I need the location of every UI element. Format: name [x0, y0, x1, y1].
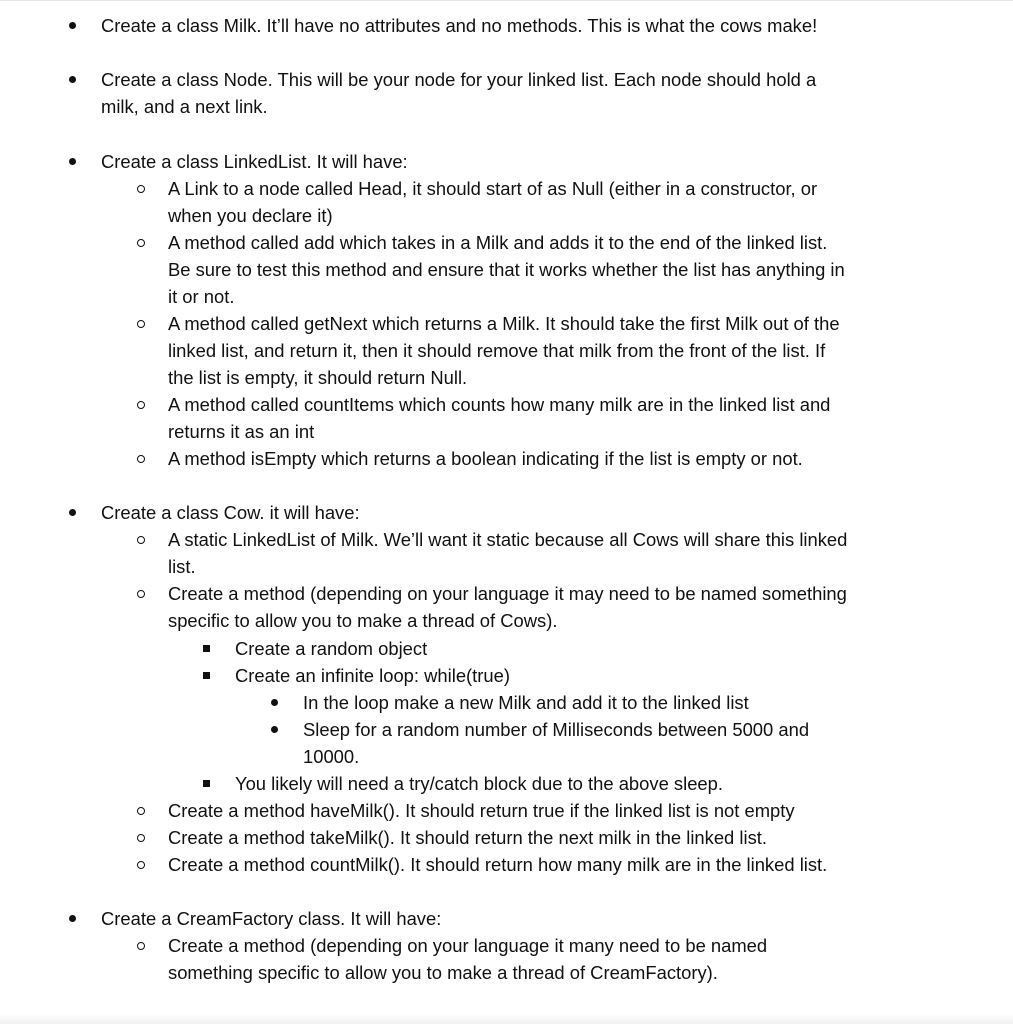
- bullet-circle: [137, 807, 145, 815]
- linkedlist-item-getnext-line-1: A method called getNext which returns a Milk. It should take the first Milk out of the: [168, 313, 840, 334]
- cow-subitem-infinite-loop: Create an infinite loop: while(true): [235, 665, 510, 686]
- bullet-square: [203, 645, 210, 652]
- bullet-circle: [137, 536, 145, 544]
- bullet-circle: [137, 320, 145, 328]
- linkedlist-item-getnext-line-2: linked list, and return it, then it should remove that milk from the front of the list. If: [168, 340, 826, 361]
- bullet-circle: [137, 861, 145, 869]
- linkedlist-item-add-line-1: A method called add which takes in a Milk and adds it to the end of the linked list.: [168, 232, 828, 253]
- bullet-disc: [69, 76, 76, 83]
- bullet-circle: [137, 239, 145, 247]
- section-linkedlist-line-1: Create a class LinkedList. It will have:: [101, 151, 408, 172]
- cow-item-static-list-line-1: A static LinkedList of Milk. We’ll want it static because all Cows will share this linked: [168, 529, 848, 550]
- creamfactory-item-thread-method-line-2: something specific to allow you to make a thread of CreamFactory).: [168, 962, 718, 983]
- cow-item-havemilk: Create a method haveMilk(). It should return true if the linked list is not empty: [168, 800, 795, 821]
- section-node-line-2: milk, and a next link.: [101, 96, 268, 117]
- bullet-disc: [271, 726, 278, 733]
- linkedlist-item-countitems-line-2: returns it as an int: [168, 421, 315, 442]
- linkedlist-item-add-line-3: it or not.: [168, 286, 235, 307]
- bullet-circle: [137, 455, 145, 463]
- linkedlist-item-add-line-2: Be sure to test this method and ensure that it works whether the list has anything in: [168, 259, 845, 280]
- cow-item-static-list-line-2: list.: [168, 556, 196, 577]
- linkedlist-item-getnext-line-3: the list is empty, it should return Null.: [168, 367, 468, 388]
- bullet-circle: [137, 834, 145, 842]
- bullet-disc: [69, 509, 76, 516]
- bullet-disc: [69, 915, 76, 922]
- bullet-disc: [69, 158, 76, 165]
- cow-item-takemilk: Create a method takeMilk(). It should return the next milk in the linked list.: [168, 827, 767, 848]
- bullet-circle: [137, 185, 145, 193]
- cow-item-countmilk: Create a method countMilk(). It should return how many milk are in the linked list.: [168, 854, 828, 875]
- bullet-disc: [271, 699, 278, 706]
- linkedlist-item-countitems-line-1: A method called countItems which counts how many milk are in the linked list and: [168, 394, 831, 415]
- section-cow-line-1: Create a class Cow. it will have:: [101, 502, 360, 523]
- bullet-circle: [137, 590, 145, 598]
- cow-subitem-random-object: Create a random object: [235, 638, 428, 659]
- linkedlist-item-isempty-line-1: A method isEmpty which returns a boolean indicating if the list is empty or not.: [168, 448, 803, 469]
- cow-subsubitem-new-milk: In the loop make a new Milk and add it to the linked list: [303, 692, 749, 713]
- cow-item-thread-method-line-1: Create a method (depending on your language it may need to be named something: [168, 583, 847, 604]
- cow-subsubitem-sleep-line-1: Sleep for a random number of Milliseconds between 5000 and: [303, 719, 810, 740]
- bullet-square: [203, 780, 210, 787]
- cow-item-thread-method-line-2: specific to allow you to make a thread of Cows).: [168, 610, 558, 631]
- bullet-disc: [69, 22, 76, 29]
- cow-subitem-try-catch: You likely will need a try/catch block due to the above sleep.: [235, 773, 723, 794]
- creamfactory-item-thread-method-line-1: Create a method (depending on your language it many need to be named: [168, 935, 768, 956]
- bullet-circle: [137, 942, 145, 950]
- bullet-circle: [137, 401, 145, 409]
- linkedlist-item-head-line-1: A Link to a node called Head, it should start of as Null (either in a constructor, or: [168, 178, 818, 199]
- section-milk-line-1: Create a class Milk. It’ll have no attributes and no methods. This is what the cows make!: [101, 15, 818, 36]
- bullet-square: [203, 672, 210, 679]
- bottom-edge-shadow: [0, 1014, 1013, 1024]
- section-node-line-1: Create a class Node. This will be your node for your linked list. Each node should hold a: [101, 69, 817, 90]
- section-creamfactory-line-1: Create a CreamFactory class. It will have:: [101, 908, 442, 929]
- linkedlist-item-head-line-2: when you declare it): [168, 205, 333, 226]
- cow-subsubitem-sleep-line-2: 10000.: [303, 746, 360, 767]
